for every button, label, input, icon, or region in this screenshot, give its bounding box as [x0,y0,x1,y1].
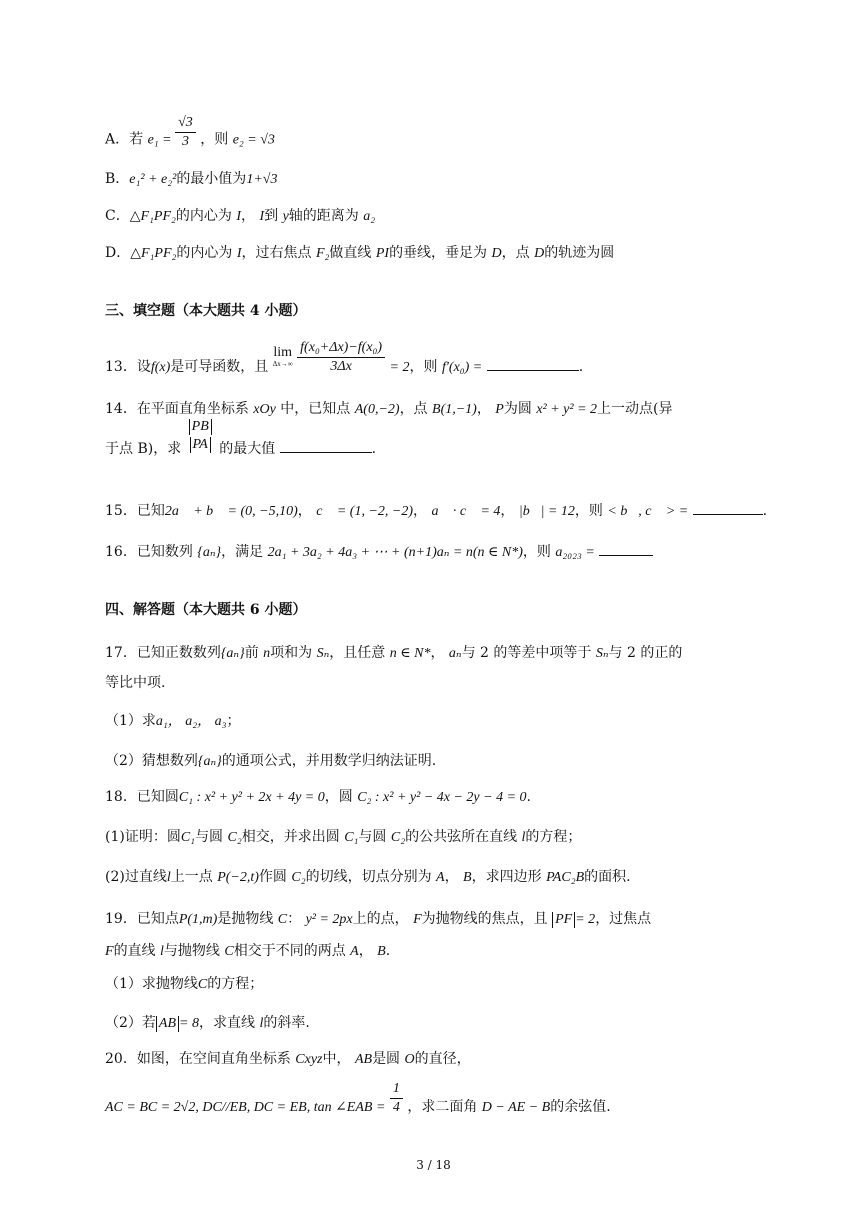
question-17-part-1: （1）求a₁， a₂， a₃； [105,713,241,729]
question-16: 16．已知数列 {aₙ}，满足 2a₁ + 3a₂ + 4a₃ + ⋯ + (n+1)aₙ = n(n ∈ N*)，则 a₂₀₂₃ = [105,541,653,564]
question-17-part-2: （2）猜想数列{aₙ}的通项公式，并用数学归纳法证明. [105,753,437,769]
question-17-line-2: 等比中项. [105,675,166,691]
q13-fraction: $\frac{\text{f(x₀+Δx)−f(x₀)}}{3\Delta x}$ [297,339,385,376]
section-4-heading: 四、解答题（本大题共 6 小题） [105,602,307,618]
question-20-line-1: 20．如图，在空间直角坐标系 Cxyz中， AB是圆 O的直径， [105,1051,471,1067]
page-number: 3 / 18 [416,1158,451,1172]
question-17-line-1: 17．已知正数数列{aₙ}前 n项和为 Sₙ，且任意 n ∈ N*， aₙ与 2 的等差中项等于 Sₙ与 2 的正的 [105,645,683,661]
option-a-math-2: e₂ = √3 [232,132,275,148]
question-18: 18．已知圆C₁ : x² + y² + 2x + 4y = 0，圆 C₂ : x² + y² − 4x − 2y − 4 = 0. [105,789,531,805]
question-20-line-2: AC = BC = 2√2, DC//EB, DC = EB, tan ∠EAB = $\frac{1}{4}$ ，求二面角 D − AE − B的余弦值. [105,1080,611,1115]
option-a-fraction: $\frac{√3}{3}$ [175,114,196,151]
option-a-math-lhs: e₁ = [147,132,176,148]
q14-ratio: PB PA [186,418,215,454]
question-15: 15．已知2a⃗ + b⃗ = (0, −5,10)， c⃗ = (1, −2, −2)， a⃗ · c⃗ = 4， |b⃗| = 12，则 < b⃗, c⃗ > = . [105,500,767,523]
q13-limit: lim Δx→∞ [272,345,293,368]
question-18-part-2: (2)过直线l上一点 P(−2,t)作圆 C₂的切线，切点分别为 A， B，求四边形 PAC₂B的面积. [105,869,631,885]
option-c: C．△F₁PF₂的内心为 I， I到 y轴的距离为 a₂ [105,208,376,224]
q13-answer-blank[interactable] [487,356,579,371]
option-b: B．e₁² + e₂²的最小值为1+√3 [105,171,278,187]
question-19-part-1: （1）求抛物线C的方程； [105,976,264,992]
section-3-heading: 三、填空题（本大题共 4 小题） [105,303,307,319]
question-19-line-1: 19．已知点P(1,m)是抛物线 C： y² = 2px上的点， F为抛物线的焦点，且 PF = 2，过焦点 [105,911,652,927]
question-14-line-1: 14．在平面直角坐标系 xOy 中，已知点 A(0,−2)，点 B(1,−1)， P为圆 x² + y² = 2上一动点(异 [105,401,673,417]
option-a: A．若 e₁ = $\frac{√3}{3}$ ，则 e₂ = √3 [105,115,275,149]
q16-answer-blank[interactable] [599,541,653,556]
q15-answer-blank[interactable] [693,500,763,515]
q14-answer-blank[interactable] [280,438,372,453]
question-18-part-1: (1)证明：圆C₁与圆 C₂相交，并求出圆 C₁与圆 C₂的公共弦所在直线 l的方程； [105,829,582,845]
question-19-line-2: F的直线 l与抛物线 C相交于不同的两点 A， B. [105,943,391,959]
option-a-label: A．若 [105,131,144,148]
question-19-part-2: （2）若 AB = 8，求直线 l的斜率. [105,1015,310,1031]
q20-fraction: $\frac{1}{4}$ [390,1080,403,1117]
question-14-line-2: 于点 B)，求 PB PA 的最大值 . [105,419,377,457]
option-d: D．△F₁PF₂的内心为 I，过右焦点 F₂做直线 PI的垂线，垂足为 D，点 D的轨迹为圆 [105,245,615,261]
question-13: 13．设f(x)是可导函数，且 lim Δx→∞ $\frac{\text{f(x₀+Δx)−f(x₀)}}{3\Delta x}$ = 2，则 f′(x₀) = . [105,339,584,375]
